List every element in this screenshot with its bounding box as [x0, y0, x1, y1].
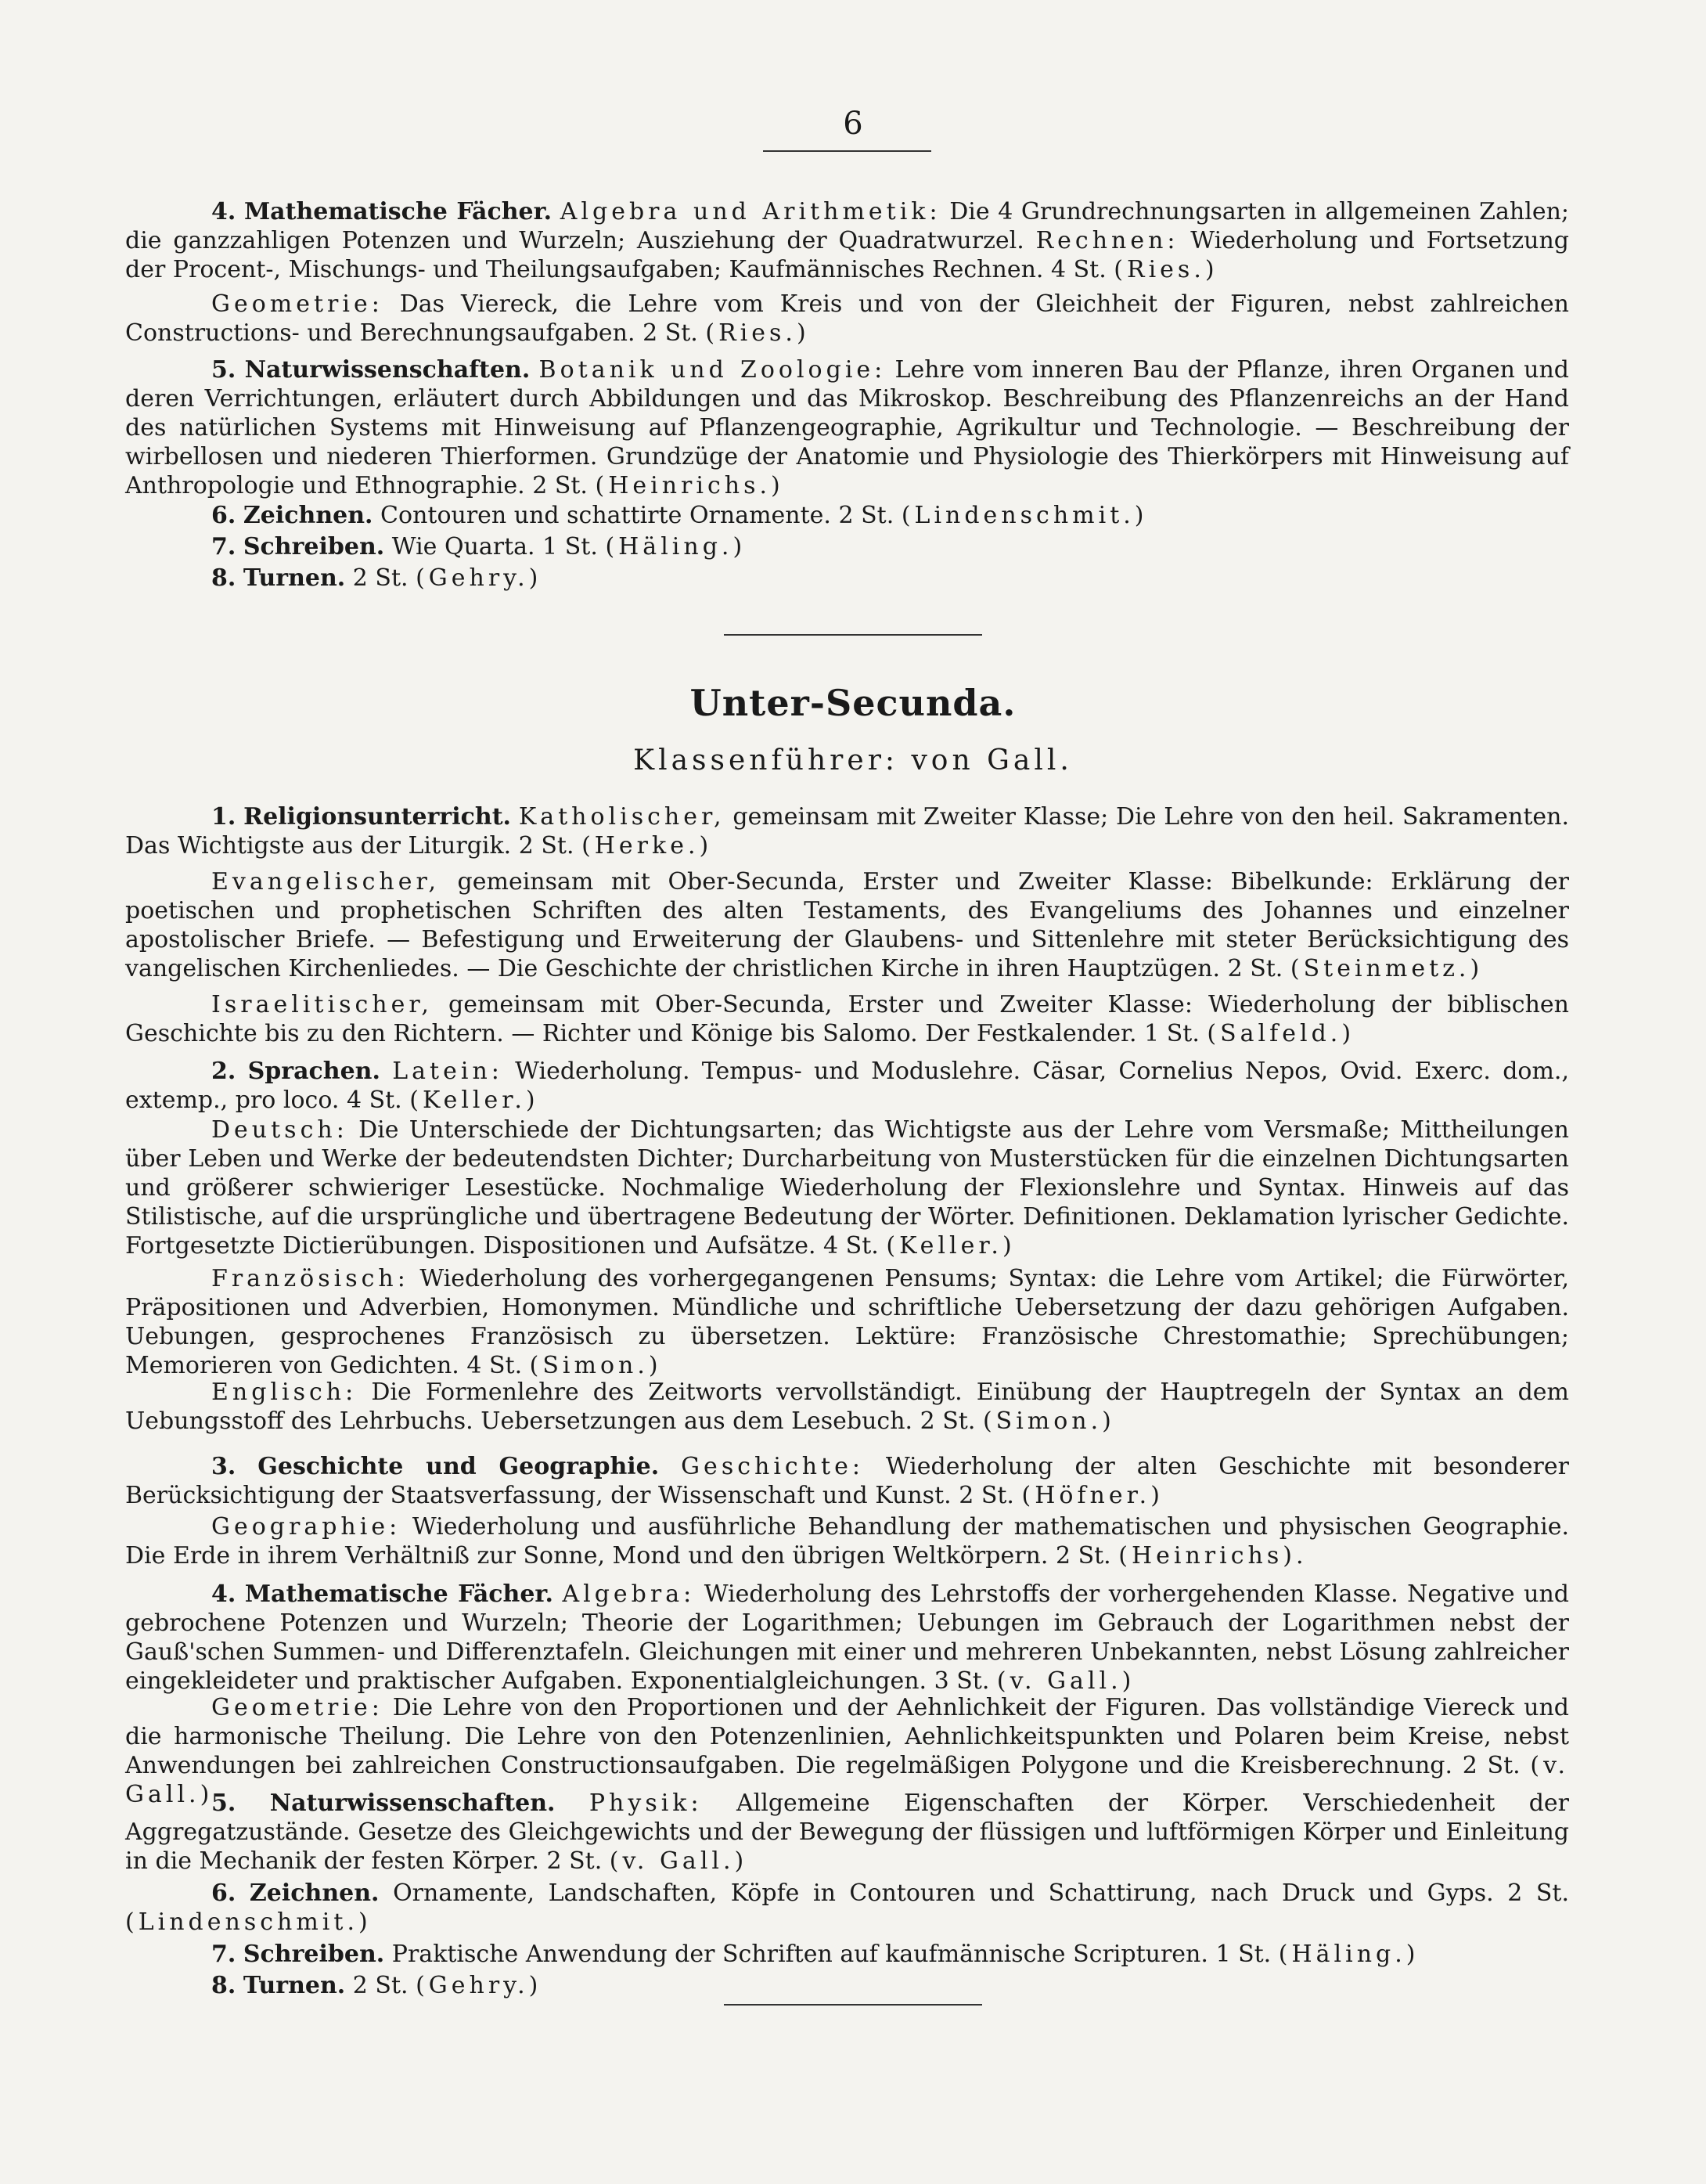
teacher-name: (Simon.) — [529, 1352, 662, 1379]
main-paragraph — [125, 1512, 1569, 1570]
subject-heading: Mathematische Fächer. — [244, 1580, 553, 1608]
paragraph-text: Wiederholung des vorhergegangenen Pensums; Syntax: die Lehre vom Artikel; die Fürwörter, Präpositionen und Adverbien, Homonymen. Mündliche und schriftliche Uebersetzung der dazu gehörigen Aufgaben. Uebungen, gesprochenes Französisch zu übersetzen. Lektüre: Französische Chrestomathie; Sprechübungen; Memorieren von Gedichten. 4 St. — [125, 1265, 1569, 1379]
item-number: 7. — [211, 1941, 236, 1968]
teacher-name: (Höfner.) — [1021, 1482, 1164, 1509]
item-number: 4. — [211, 198, 236, 225]
paragraph-text: Wie Quarta. 1 St. — [391, 533, 606, 560]
paragraph-text: Ornamente, Landschaften, Köpfe in Contouren und Schattirung, nach Druck und Gyps. 2 St. — [393, 1879, 1570, 1907]
topic-label: Englisch: — [211, 1379, 358, 1406]
teacher-name: (v. Gall.) — [125, 1752, 1569, 1808]
main-paragraph — [125, 1057, 1569, 1115]
paragraph-text: Praktische Anwendung der Schriften auf kaufmännische Scripturen. 1 St. — [391, 1941, 1279, 1968]
paragraph-text: Lehre vom inneren Bau der Pflanze, ihren Organen und deren Verrichtungen, erläutert durch Abbildungen und das Mikroskop. Beschreibung des Pflanzenreichs an der Hand des natürlichen Systems mit Hinweisung auf Pflanzengeographie, Agrikultur und Technologie. — Beschreibung der wirbellosen und niederen Thierformen. Grundzüge der Anatomie und Physiologie des Thierkörpers mit Hinweisung auf Anthropologie und Ethnographie. 2 St. — [125, 356, 1569, 499]
main-paragraph — [125, 802, 1569, 860]
top-paragraph — [125, 532, 1569, 561]
topic-label: Physik: — [588, 1789, 703, 1817]
teacher-name: (Keller.) — [886, 1232, 1016, 1260]
main-paragraph — [125, 1879, 1569, 1937]
item-number: 6. — [211, 502, 236, 529]
page-number-rule — [763, 150, 931, 152]
subject-heading: Zeichnen. — [249, 1879, 380, 1907]
topic-label: Evangelischer, — [211, 868, 441, 896]
topic-label: Algebra: — [562, 1580, 696, 1608]
subject-heading: Turnen. — [243, 1972, 346, 1999]
teacher-name: (Häling.) — [605, 533, 747, 560]
paragraph-text: 2 St. — [352, 1972, 416, 1999]
section-divider — [724, 634, 982, 636]
item-number: 7. — [211, 533, 236, 560]
teacher-name: (Herke.) — [581, 832, 713, 860]
top-paragraph — [125, 355, 1569, 500]
teacher-name: (Salfeld.) — [1207, 1020, 1355, 1047]
main-paragraph — [125, 1264, 1569, 1380]
teacher-name: (Keller.) — [409, 1087, 539, 1114]
main-paragraph — [125, 867, 1569, 983]
item-number: 1. — [211, 803, 236, 831]
paragraph-text: Das Viereck, die Lehre vom Kreis und von der Gleichheit der Figuren, nebst zahlreichen Constructions- und Berechnungsaufgaben. 2 St. — [125, 290, 1569, 347]
paragraph-text: Die Formenlehre des Zeitworts vervollständigt. Einübung der Hauptregeln der Syntax an dem Uebungsstoff des Lehrbuchs. Uebersetzungen aus dem Lesebuch. 2 St. — [125, 1379, 1569, 1435]
main-paragraph — [125, 1940, 1569, 1969]
subject-heading: Turnen. — [243, 564, 346, 592]
subject-heading: Naturwissenschaften. — [269, 1789, 556, 1817]
subject-heading: Sprachen. — [247, 1058, 380, 1085]
paragraph-text: Die Lehre von den Proportionen und der Aehnlichkeit der Figuren. Das vollständige Viereck und die harmonische Theilung. Die Lehre von den Potenzenlinien, Aehnlichkeitspunkten und Polaren beim Kreise, nebst Anwendungen bei zahlreichen Constructionsaufgaben. Die regelmäßigen Polygone und die Kreisberechnung. 2 St. — [125, 1694, 1569, 1779]
subject-heading: Naturwissenschaften. — [244, 356, 531, 384]
teacher-name: (Simon.) — [982, 1407, 1115, 1435]
topic-label: Botanik und Zoologie: — [538, 356, 887, 384]
main-paragraph — [125, 1378, 1569, 1436]
teacher-name: (v. Gall.) — [609, 1847, 748, 1875]
paragraph-text: Wiederholung. Tempus- und Moduslehre. Cäsar, Cornelius Nepos, Ovid. Exerc. dom., extemp., pro loco. 4 St. — [125, 1058, 1569, 1114]
topic-label: Katholischer, — [518, 803, 725, 831]
item-number: 2. — [211, 1058, 236, 1085]
item-number: 3. — [211, 1453, 236, 1480]
item-number: 4. — [211, 1580, 236, 1608]
teacher-name: (Lindenschmit.) — [125, 1908, 372, 1936]
paragraph-text: Wiederholung der alten Geschichte mit besonderer Berücksichtigung der Staatsverfassung, der Wissenschaft und Kunst. 2 St. — [125, 1453, 1569, 1509]
paragraph-text: 2 St. — [352, 564, 416, 592]
teacher-name: (Gehry.) — [416, 564, 542, 592]
paragraph-text: gemeinsam mit Ober-Secunda, Erster und Zweiter Klasse: Bibelkunde: Erklärung der poetischen und prophetischen Schriften des alten Testaments, des Evangeliums des Johannes und einzelner apostolischer Briefe. — Befestigung und Erweiterung der Glaubens- und Sittenlehre mit steter Berücksichtigung des vangelischen Kirchenliedes. — Die Geschichte der christlichen Kirche in ihren Hauptzügen. 2 St. — [125, 868, 1569, 982]
topic-label: Deutsch: — [211, 1116, 348, 1144]
teacher-name: (Häling.) — [1278, 1941, 1420, 1968]
item-number: 5. — [211, 1789, 236, 1817]
teacher-name: (Heinrichs.) — [595, 472, 784, 499]
subject-heading: Schreiben. — [243, 533, 385, 560]
main-paragraph — [125, 1115, 1569, 1260]
teacher-name: (v. Gall.) — [996, 1667, 1136, 1695]
top-paragraph — [125, 564, 1569, 593]
item-number: 5. — [211, 356, 236, 384]
teacher-name: (Heinrichs). — [1118, 1542, 1308, 1570]
topic-label: Israelitischer, — [211, 991, 433, 1018]
item-number: 8. — [211, 564, 236, 592]
topic-label: Französisch: — [211, 1265, 409, 1292]
topic-label: Geographie: — [211, 1513, 401, 1541]
item-number: 6. — [211, 1879, 236, 1907]
teacher-name: (Gehry.) — [416, 1972, 542, 1999]
subject-heading: Geschichte und Geographie. — [257, 1453, 660, 1480]
subject-heading: Zeichnen. — [243, 502, 373, 529]
topic-label: Geometrie: — [211, 1694, 383, 1721]
paragraph-text: Wiederholung und Fortsetzung der Procent-, Mischungs- und Theilungsaufgaben; Kaufmännisches Rechnen. 4 St. — [125, 227, 1569, 283]
top-paragraph — [125, 197, 1569, 284]
paragraph-text: Wiederholung und ausführliche Behandlung der mathematischen und physischen Geographie. Die Erde in ihrem Verhältniß zur Sonne, Mond und den übrigen Weltkörpern. 2 St. — [125, 1513, 1569, 1570]
main-paragraph — [125, 990, 1569, 1048]
top-paragraph — [125, 501, 1569, 530]
subject-heading: Mathematische Fächer. — [243, 198, 552, 225]
topic-label: Latein: — [392, 1058, 503, 1085]
item-number: 8. — [211, 1972, 236, 1999]
bottom-divider — [724, 2004, 982, 2006]
paragraph-text: gemeinsam mit Ober-Secunda, Erster und Zweiter Klasse: Wiederholung der biblischen Geschichte bis zu den Richtern. — Richter und Könige bis Salomo. Der Festkalender. 1 St. — [125, 991, 1569, 1047]
subject-heading: Religionsunterricht. — [243, 803, 511, 831]
paragraph-text: gemeinsam mit Zweiter Klasse; Die Lehre von den heil. Sakramenten. Das Wichtigste aus der Liturgik. 2 St. — [125, 803, 1569, 860]
topic-label: Geometrie: — [211, 290, 383, 318]
topic-label: Geschichte: — [681, 1453, 864, 1480]
top-paragraph — [125, 290, 1569, 348]
teacher-name: (Steinmetz.) — [1290, 955, 1484, 982]
teacher-name: (Ries.) — [705, 319, 810, 347]
paragraph-text: Die 4 Grundrechnungsarten in allgemeinen Zahlen; die ganzzahligen Potenzen und Wurzeln; Ausziehung der Quadratwurzel. — [125, 198, 1570, 254]
class-title: Unter-Secunda. — [689, 682, 1017, 724]
page-number: 6 — [843, 106, 863, 142]
main-paragraph — [125, 1452, 1569, 1510]
class-leader: Klassenführer: von Gall. — [633, 744, 1073, 777]
teacher-name: (Lindenschmit.) — [901, 502, 1148, 529]
main-paragraph — [125, 1971, 1569, 2000]
teacher-name: (Ries.) — [1114, 256, 1218, 283]
topic-label: Rechnen: — [1035, 227, 1179, 254]
subject-heading: Schreiben. — [243, 1941, 385, 1968]
main-paragraph — [125, 1580, 1569, 1696]
topic-label: Algebra und Arithmetik: — [560, 198, 941, 225]
paragraph-text: Allgemeine Eigenschaften der Körper. Verschiedenheit der Aggregatzustände. Gesetze des Gleichgewichts und der Bewegung der flüssigen und luftförmigen Körper und Einleitung in die Mechanik der festen Körper. 2 St. — [125, 1789, 1569, 1875]
paragraph-text: Contouren und schattirte Ornamente. 2 St. — [380, 502, 902, 529]
paragraph-text: Wiederholung des Lehrstoffs der vorhergehenden Klasse. Negative und gebrochene Potenzen und Wurzeln; Theorie der Logarithmen; Uebungen im Gebrauch der Logarithmen nebst der Gauß'schen Summen- und Differenztafeln. Gleichungen mit einer und mehreren Unbekannten, nebst Lösung zahlreicher eingekleideter und praktischer Aufgaben. Exponentialgleichungen. 3 St. — [125, 1580, 1569, 1695]
main-paragraph — [125, 1789, 1569, 1876]
paragraph-text: Die Unterschiede der Dichtungsarten; das Wichtigste aus der Lehre vom Versmaße; Mittheilungen über Leben und Werke der bedeutendsten Dichter; Durcharbeitung von Musterstücken für die einzelnen Dichtungsarten und größerer schwieriger Lesestücke. Nochmalige Wiederholung der Flexionslehre und Syntax. Hinweis auf das Stilistische, auf die ursprüngliche und übertragene Bedeutung der Wörter. Definitionen. Deklamation lyrischer Gedichte. Fortgesetzte Dictierübungen. Dispositionen und Aufsätze. 4 St. — [125, 1116, 1569, 1260]
